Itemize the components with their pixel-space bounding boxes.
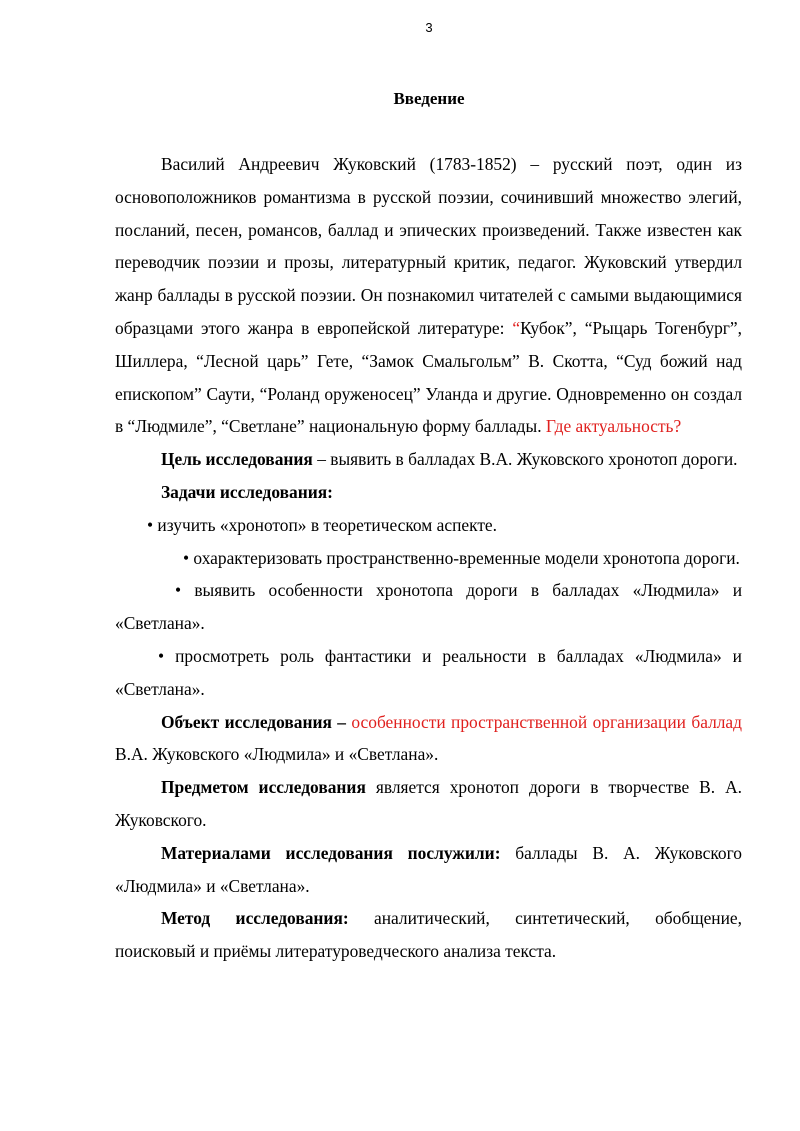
goal-paragraph <box>115 443 742 476</box>
task-item: • охарактеризовать пространственно-временные модели хронотопа дороги. <box>183 547 740 568</box>
object-label: Объект исследования – <box>161 711 346 732</box>
object-highlight: особенности пространственной организации баллад <box>346 711 742 732</box>
document-body <box>115 148 742 968</box>
materials-label: Материалами исследования послужили: <box>161 842 501 863</box>
task-item: • выявить особенности хронотопа дороги в балладах «Людмила» и «Светлана». <box>115 580 742 634</box>
intro-text-1: Василий Андреевич Жуковский (1783-1852) – русский поэт, один из основоположников романтизма в русской поэзии, сочинивший множество элегий, посланий, песен, романсов, баллад и эпических произведений. Также известен как переводчик поэзии и прозы, литературный критик, педагог. Жуковский утвердил жанр баллады в русской поэзии. Он познакомил читателей с самыми выдающимися образцами этого жанра в европейской литературе: <box>115 154 742 338</box>
reviewer-note: Где актуальность? <box>545 416 682 437</box>
object-text: В.А. Жуковского «Людмила» и «Светлана». <box>115 744 439 765</box>
method-paragraph <box>115 902 742 968</box>
intro-quote-mark: “ <box>512 317 521 338</box>
goal-text: – выявить в балладах В.А. Жуковского хронотоп дороги. <box>312 449 738 470</box>
task-item: • просмотреть роль фантастики и реальности в балладах «Людмила» и «Светлана». <box>115 645 742 699</box>
section-title: Введение <box>393 89 465 108</box>
tasks-label: Задачи исследования: <box>161 481 333 502</box>
page-number: 3 <box>425 20 433 35</box>
subject-text: является хронотоп дороги в творчестве В. А. Жуковского. <box>115 777 742 830</box>
subject-paragraph <box>115 771 742 837</box>
object-paragraph <box>115 706 742 772</box>
intro-text-2: Кубок”, “Рыцарь Тогенбург”, Шиллера, “Лесной царь” Гете, “Замок Смальгольм” В. Скотта, “Суд божий над епископом” Саути, “Роланд оруженосец” Уланда и другие. Одновременно он создал в “Людмиле”, “Светлане” национальную форму баллады. <box>115 317 742 437</box>
materials-text: баллады В. А. Жуковского «Людмила» и «Светлана». <box>115 842 742 896</box>
materials-paragraph <box>115 837 742 903</box>
method-label: Метод исследования: <box>161 908 349 929</box>
task-item: • изучить «хронотоп» в теоретическом аспекте. <box>147 514 497 535</box>
goal-label: Цель исследования <box>161 449 313 470</box>
intro-paragraph <box>115 148 742 443</box>
method-text: аналитический, синтетический, обобщение, поисковый и приёмы литературоведческого анализа текста. <box>115 908 742 962</box>
tasks-heading <box>115 476 742 509</box>
subject-label: Предметом исследования <box>161 777 366 798</box>
